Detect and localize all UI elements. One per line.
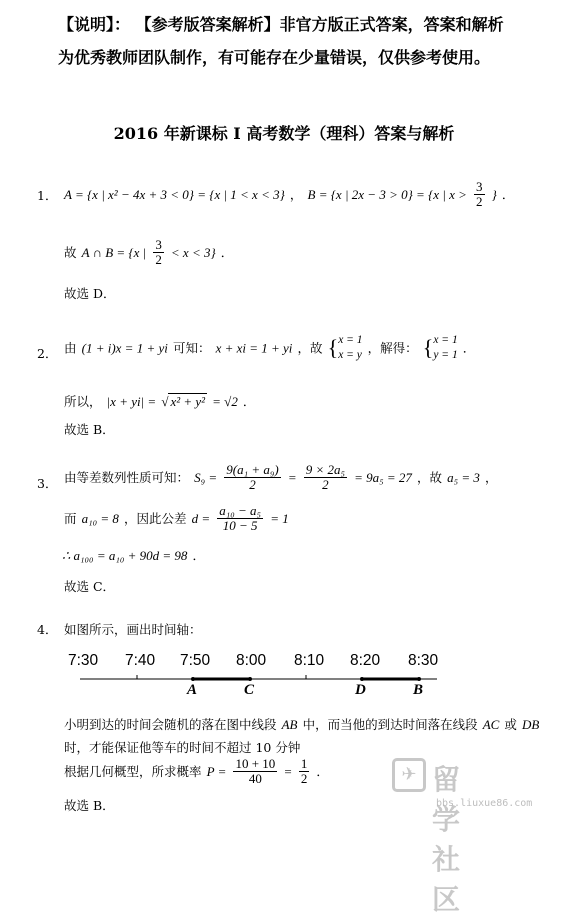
q1-inter-fraction: $\frac{3}{2}$ <box>155 237 162 267</box>
q4-seg-ac: AC <box>482 717 500 732</box>
q4-answer: 故选 B． <box>64 798 115 813</box>
q3-line-1 <box>64 463 498 492</box>
q2-line-1 <box>64 333 475 363</box>
q4-seg-db: DB <box>522 717 540 732</box>
q2-equation: (1 + i)x = 1 + yi <box>81 340 168 356</box>
watermark-logo-icon: ✈ <box>392 758 426 792</box>
q3-conclusion: ∴ a₁₀₀ = a₁₀ + 90d = 98 <box>62 548 188 563</box>
q4-line-1 <box>64 714 539 733</box>
q1-intersection <box>64 238 233 267</box>
q2-mid-3: ，解得： <box>367 340 418 356</box>
q3-end: ， <box>485 470 498 485</box>
q4-equals: = <box>284 764 292 779</box>
q2-mid: 可知： <box>172 340 211 356</box>
q1-set-b-close: } <box>491 187 497 202</box>
timeline-axis <box>0 646 568 702</box>
q3-number: 3． <box>37 476 58 491</box>
q3-fraction-1: $\frac{\text{9(a₁ + a₉)}}{2}$ <box>226 462 279 492</box>
q3-line-3 <box>62 545 205 564</box>
point-c-label: C <box>244 682 255 698</box>
q4-seg-ab: AB <box>281 717 298 732</box>
q4-end: ． <box>316 764 329 779</box>
q3-s9: S₉ = <box>194 470 218 485</box>
point-d-dot <box>360 677 364 681</box>
timeline <box>0 646 568 702</box>
q1-inter-end: ． <box>220 245 234 260</box>
watermark-url: bbs.liuxue86.com <box>436 798 533 809</box>
disclaimer-line-1: 【说明】： 【参考版答案解析】非官方版正式答案，答案和解析 <box>58 15 504 34</box>
q1-sets: A = {x | x² − 4x + 3 < 0} = {x | 1 < x < 3} ， B = {x | 2x − 3 > 0} = {x | x > $\frac{3}{2}$ } ． <box>64 179 515 209</box>
q2-mid-2: ，故 <box>297 340 323 356</box>
q4-intro: 如图所示，画出时间轴： <box>64 622 202 637</box>
q3-post-2: ，故 <box>417 470 443 485</box>
tick-label: 8:10 <box>294 652 325 669</box>
tick-label: 7:50 <box>180 652 211 669</box>
q4-fraction-2: $\frac{1}{2}$ <box>300 756 308 786</box>
point-b-dot <box>417 677 421 681</box>
q1-set-a: A = {x | x² − 4x + 3 < 0} = {x | 1 < x < 3} <box>64 187 285 202</box>
q3-line-2 <box>64 504 289 533</box>
q2-brace-2: { <box>422 335 434 360</box>
point-a-dot <box>191 677 195 681</box>
page-title: 2016 年新课标 I 高考数学（理科）答案与解析 <box>113 124 455 143</box>
q4-text-a: 小明到达的时间会随机的落在图中线段 <box>64 717 277 732</box>
q3-conclusion-end: ． <box>192 548 206 563</box>
q4-line-2: 时，才能保证他等车的时间不超过 10 分钟 <box>64 740 301 755</box>
q2-equation-2: x + xi = 1 + yi <box>215 340 293 356</box>
q1-inter-expr: A ∩ B = {x | <box>81 245 147 260</box>
q3-post: = 9a₅ = 27 <box>354 470 412 485</box>
q1-inter-post: < x < 3} <box>170 245 216 260</box>
q2-end-2: ． <box>242 394 256 409</box>
tick-label: 7:40 <box>125 652 156 669</box>
q4-number: 4． <box>37 622 58 637</box>
q2-abs: |x + yi| = <box>106 394 157 409</box>
q3-l2-mid: ，因此公差 <box>124 511 187 526</box>
q2-number: 2． <box>37 346 58 361</box>
q2-value: = √2 <box>212 394 238 409</box>
q4-p: P = <box>206 764 227 779</box>
tick-label: 8:00 <box>236 652 267 669</box>
q3-l2-prefix: 而 <box>64 511 77 526</box>
q1-set-b: B = {x | 2x − 3 > 0} = {x | x > <box>307 187 467 202</box>
q1-number: 1． <box>37 188 58 203</box>
q3-answer: 故选 C． <box>64 579 116 594</box>
q3-prefix: 由等差数列性质可知： <box>64 470 190 485</box>
point-b-label: B <box>413 682 424 698</box>
q3-d-value: = 1 <box>270 511 289 526</box>
q2-system-2: x = 1 y = 1 <box>433 334 458 361</box>
q3-fraction-2: $\frac{\text{9 × 2a₅}}{2}$ <box>305 462 345 492</box>
q2-sqrt: √ x² + y² <box>161 394 206 409</box>
q3-a5: a₅ = 3 <box>447 470 480 485</box>
q1-set-b-fraction: $\frac{3}{2}$ <box>476 179 483 209</box>
q2-line-2 <box>64 391 255 410</box>
point-d-label: D <box>355 682 366 698</box>
q2-answer: 故选 B． <box>64 422 115 437</box>
q1-inter-prefix: 故 <box>64 245 77 260</box>
q2-end: ． <box>462 340 476 356</box>
q1-answer: 故选 D． <box>64 286 116 301</box>
disclaimer-line-2: 为优秀教师团队制作，有可能存在少量错误，仅供参考使用。 <box>58 48 491 67</box>
q4-text-or: 或 <box>504 717 517 732</box>
q4-prob-prefix: 根据几何概型，所求概率 <box>64 764 202 779</box>
q3-a10: a₁₀ = 8 <box>81 511 119 526</box>
point-c-dot <box>248 677 252 681</box>
tick-label: 8:20 <box>350 652 381 669</box>
q2-prefix: 由 <box>64 340 77 356</box>
tick-label: 7:30 <box>68 652 99 669</box>
q2-system-1: x = 1 x = y <box>338 334 363 361</box>
q2-so: 所以， <box>64 394 102 409</box>
q4-fraction-1: $\frac{10 + 10}{40}$ <box>235 756 276 786</box>
point-a-label: A <box>187 682 198 698</box>
q3-equals: = <box>287 470 297 485</box>
q3-d: d = <box>191 511 211 526</box>
q4-text-b: 中，而当他的到达时间落在线段 <box>302 717 478 732</box>
watermark-brand: 留学社区 <box>432 763 462 916</box>
q4-line-3 <box>64 757 329 786</box>
q3-fraction-3: $\frac{\text{a₁₀ − a₅}}{10 - 5}$ <box>219 503 262 533</box>
q2-brace-1: { <box>327 335 339 360</box>
q1-end: ． <box>501 187 515 202</box>
tick-label: 8:30 <box>408 652 439 669</box>
